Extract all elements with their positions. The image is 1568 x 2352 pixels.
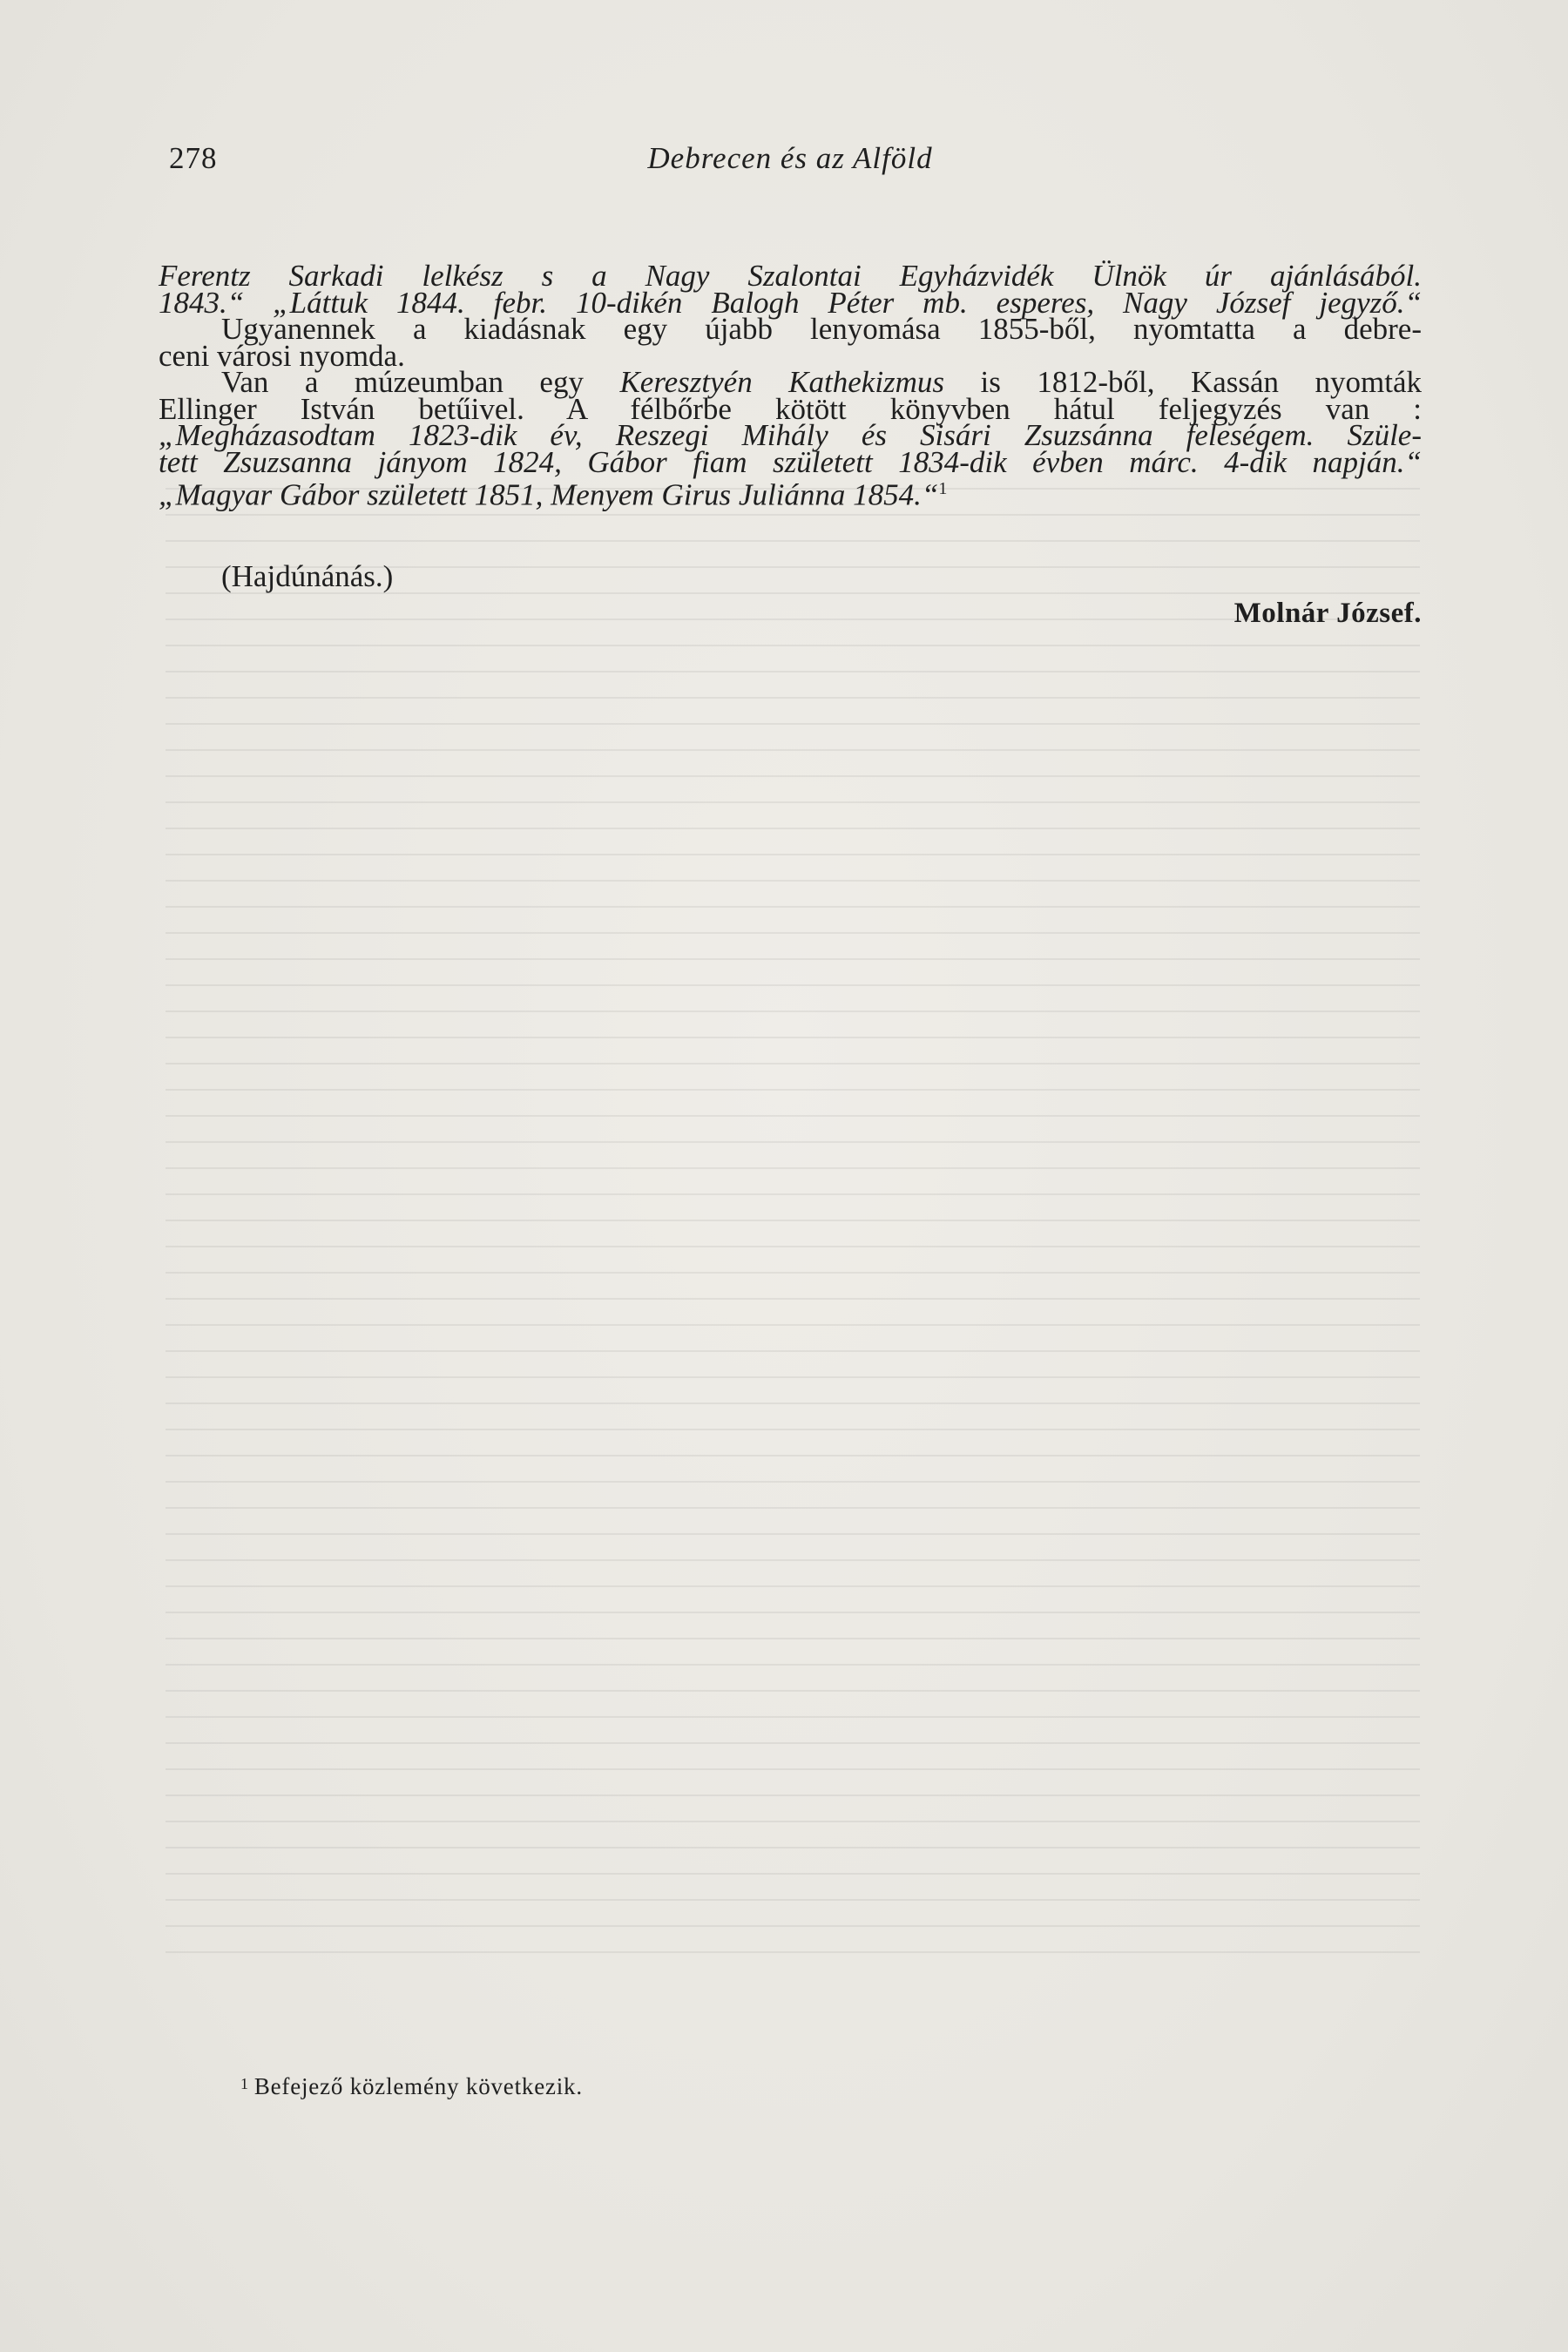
paragraph-2-line-1: Ugyanennek a kiadásnak egy újabb lenyomása 1855-ből, nyomtatta a debre- xyxy=(221,312,1422,346)
paragraph-1-line-2: 1843.“ „Láttuk 1844. febr. 10-dikén Balogh Péter mb. esperes, Nagy József jegyző.“ xyxy=(159,285,1422,320)
paragraph-3-line-3: „Megházasodtam 1823-dik év, Reszegi Mihály és Sisári Zsuzsánna feleségem. Szüle- xyxy=(159,418,1422,452)
place-note: (Hajdúnánás.) xyxy=(221,559,394,593)
paragraph-3-line-1-a: Van a múzeumban egy xyxy=(221,365,620,399)
author-signature: Molnár József. xyxy=(1233,598,1422,629)
running-title: Debrecen és az Alföld xyxy=(647,141,933,175)
footnote-marker: 1 xyxy=(240,2075,249,2092)
page-header xyxy=(159,141,1422,185)
paragraph-3-line-5-text: „Magyar Gábor született 1851, Menyem Girus Juliánna 1854.“ xyxy=(159,477,939,512)
paragraph-1-line-1: Ferentz Sarkadi lelkész s a Nagy Szalontai Egyházvidék Ülnök úr ajánlásából. xyxy=(159,259,1422,293)
footnote xyxy=(240,2073,583,2100)
book-title: Keresztyén Kathekizmus xyxy=(619,365,945,399)
body-text xyxy=(159,259,1422,512)
paragraph-3-line-5 xyxy=(159,476,1422,512)
paragraph-3-line-2: Ellinger István betűivel. A félbőrbe kötött könyvben hátul feljegyzés van : xyxy=(159,391,1422,426)
footnote-text: Befejező közlemény következik. xyxy=(253,2073,583,2099)
paragraph-3-line-4: tett Zsuzsanna jányom 1824, Gábor fiam született 1834-dik évben márc. 4-dik napján.“ xyxy=(159,444,1422,479)
footnote-reference: 1 xyxy=(938,479,948,498)
paragraph-2-line-2: ceni városi nyomda. xyxy=(159,338,405,373)
page-number: 278 xyxy=(169,141,218,175)
paragraph-3-line-1-c: is 1812-ből, Kassán nyomták xyxy=(944,365,1422,399)
show-through-texture xyxy=(166,488,1420,1969)
